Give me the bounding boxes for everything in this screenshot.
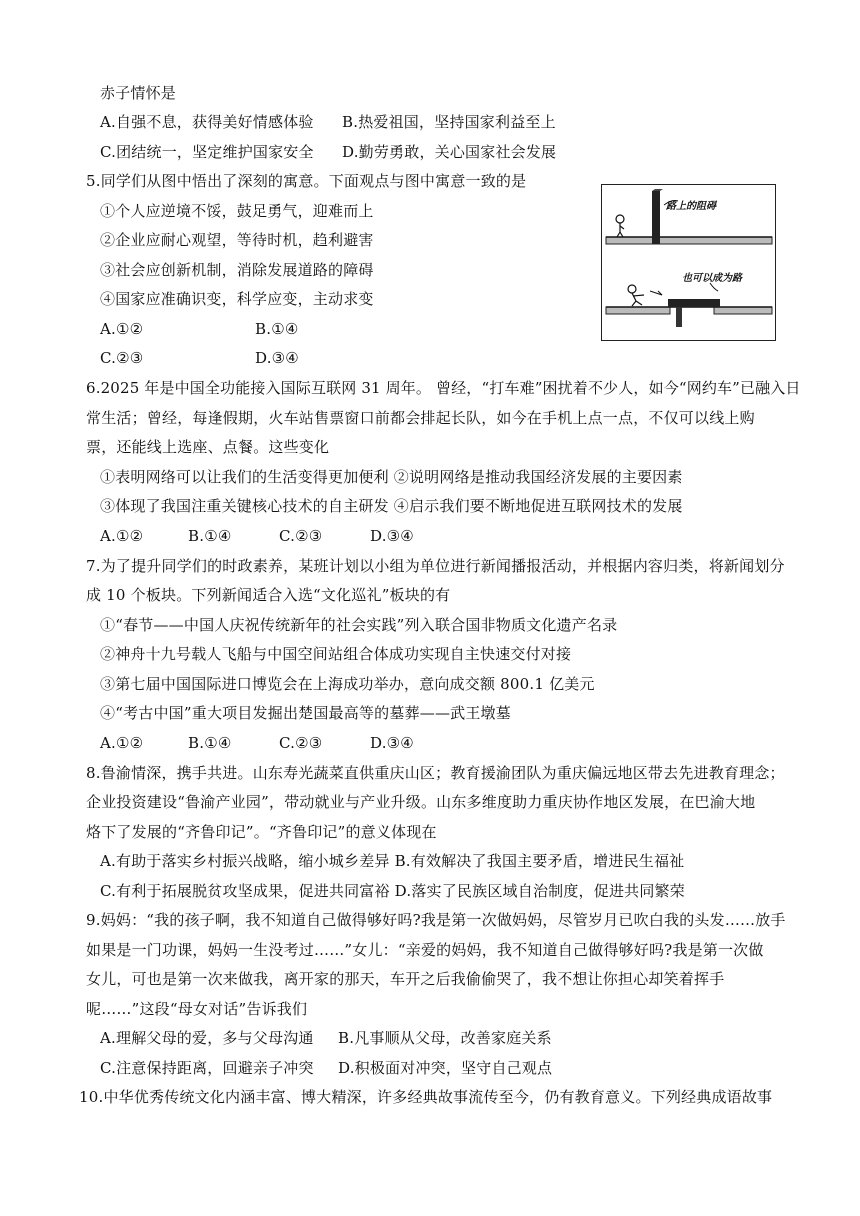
q9-option-d: D.积极面对冲突，坚守自己观点 (338, 1059, 553, 1077)
q5-item-3: ③社会应创新机制，消除发展道路的障碍 (100, 261, 374, 279)
q5-option-a: A.①② (100, 320, 144, 338)
q9-option-c: C.注意保持距离，回避亲子冲突 (100, 1059, 314, 1077)
q6-option-d: D.③④ (370, 527, 414, 545)
cartoon-caption-bottom: 也可以成为路 (682, 273, 742, 284)
q9-option-b: B.凡事顺从父母，改善家庭关系 (338, 1029, 552, 1047)
q5-item-4: ④国家应准确识变，科学应变，主动求变 (100, 290, 374, 308)
q5-option-c: C.②③ (100, 349, 144, 367)
q7-item-2: ②神舟十九号载人飞船与中国空间站组合体成功实现自主快速交付对接 (100, 645, 572, 663)
q6-stem-line-2: 常生活；曾经，每逢假期，火车站售票窗口前都会排起长队，如今在手机上点一点，不仅可以线上购 (86, 409, 755, 427)
q6-option-c: C.②③ (279, 527, 323, 545)
q7-option-d: D.③④ (370, 734, 414, 752)
q5-option-b: B.①④ (255, 320, 299, 338)
q6-stem-line-3: 票，还能线上选座、点餐。这些变化 (86, 438, 330, 456)
q7-option-c: C.②③ (279, 734, 323, 752)
q9-option-a: A.理解父母的爱，多与父母沟通 (100, 1029, 314, 1047)
q8-options-row-2: C.有利于拓展脱贫攻坚成果，促进共同富裕 D.落实了民族区域自治制度，促进共同繁荣 (100, 882, 685, 900)
q8-stem-line-3: 烙下了发展的“齐鲁印记”。“齐鲁印记”的意义体现在 (86, 823, 437, 841)
q6-items-row-2: ③体现了我国注重关键核心技术的自主研发 ④启示我们要不断地促进互联网技术的发展 (100, 497, 683, 515)
q10-stem: 10.中华优秀传统文化内涵丰富、博大精深，许多经典故事流传至今，仍有教育意义。下列经典成语故事 (79, 1088, 773, 1106)
q5-stem: 5.同学们从图中悟出了深刻的寓意。下面观点与图中寓意一致的是 (86, 172, 527, 190)
q7-option-b: B.①④ (188, 734, 232, 752)
q9-stem-line-2: 如果是一门功课，妈妈一生没考过……”女儿：“亲爱的妈妈，我不知道自己做得够好吗?我是第一次做 (86, 941, 764, 959)
q4-stem-tail: 赤子情怀是 (100, 84, 177, 102)
q6-items-row-1: ①表明网络可以让我们的生活变得更加便利 ②说明网络是推动我国经济发展的主要因素 (100, 468, 683, 486)
q8-stem-line-1: 8.鲁渝情深，携手共进。山东寿光蔬菜直供重庆山区；教育援渝团队为重庆偏远地区带去先进教育理念； (86, 764, 785, 782)
q7-stem-line-2: 成 10 个板块。下列新闻适合入选“文化巡礼”板块的有 (86, 586, 451, 604)
q4-option-b: B.热爱祖国，坚持国家利益至上 (342, 113, 556, 131)
q7-item-4: ④“考古中国”重大项目发掘出楚国最高等的墓葬——武王墩墓 (100, 704, 511, 722)
q5-cartoon-figure (601, 184, 776, 341)
q6-option-b: B.①④ (188, 527, 232, 545)
q4-option-d: D.勤劳勇敢，关心国家社会发展 (342, 143, 557, 161)
q9-stem-line-1: 9.妈妈：“我的孩子啊，我不知道自己做得够好吗?我是第一次做妈妈，尽管岁月已吹白我的头发……放手 (86, 911, 786, 929)
q8-stem-line-2: 企业投资建设“鲁渝产业园”，带动就业与产业升级。山东多维度助力重庆协作地区发展，在巴渝大地 (86, 793, 756, 811)
q7-item-3: ③第七届中国国际进口博览会在上海成功举办，意向成交额 800.1 亿美元 (100, 675, 595, 693)
q6-option-a: A.①② (100, 527, 144, 545)
q9-stem-line-4: 呢……”这段“母女对话”告诉我们 (86, 1000, 308, 1018)
q5-item-1: ①个人应逆境不馁，鼓足勇气，迎难而上 (100, 202, 374, 220)
q6-stem-line-1: 6.2025 年是中国全功能接入国际互联网 31 周年。 曾经，“打车难”困扰着不少人，如今“网约车”已融入日 (86, 379, 801, 397)
q4-option-c: C.团结统一，坚定维护国家安全 (100, 143, 314, 161)
q4-option-a: A.自强不息，获得美好情感体验 (100, 113, 314, 131)
q5-option-d: D.③④ (255, 349, 299, 367)
q9-stem-line-3: 女儿，可也是第一次来做我，离开家的那天，车开之后我偷偷哭了，我不想让你担心却笑着挥手 (86, 970, 725, 988)
q5-item-2: ②企业应耐心观望，等待时机，趋利避害 (100, 231, 374, 249)
q8-options-row-1: A.有助于落实乡村振兴战略，缩小城乡差异 B.有效解决了我国主要矛盾，增进民生福祉 (100, 852, 685, 870)
q7-stem-line-1: 7.为了提升同学们的时政素养，某班计划以小组为单位进行新闻播报活动，并根据内容归类，将新闻划分 (86, 557, 785, 575)
q7-option-a: A.①② (100, 734, 144, 752)
cartoon-caption-top: 路上的阻碍 (666, 201, 716, 212)
q7-item-1: ①“春节——中国人庆祝传统新年的社会实践”列入联合国非物质文化遗产名录 (100, 616, 618, 634)
